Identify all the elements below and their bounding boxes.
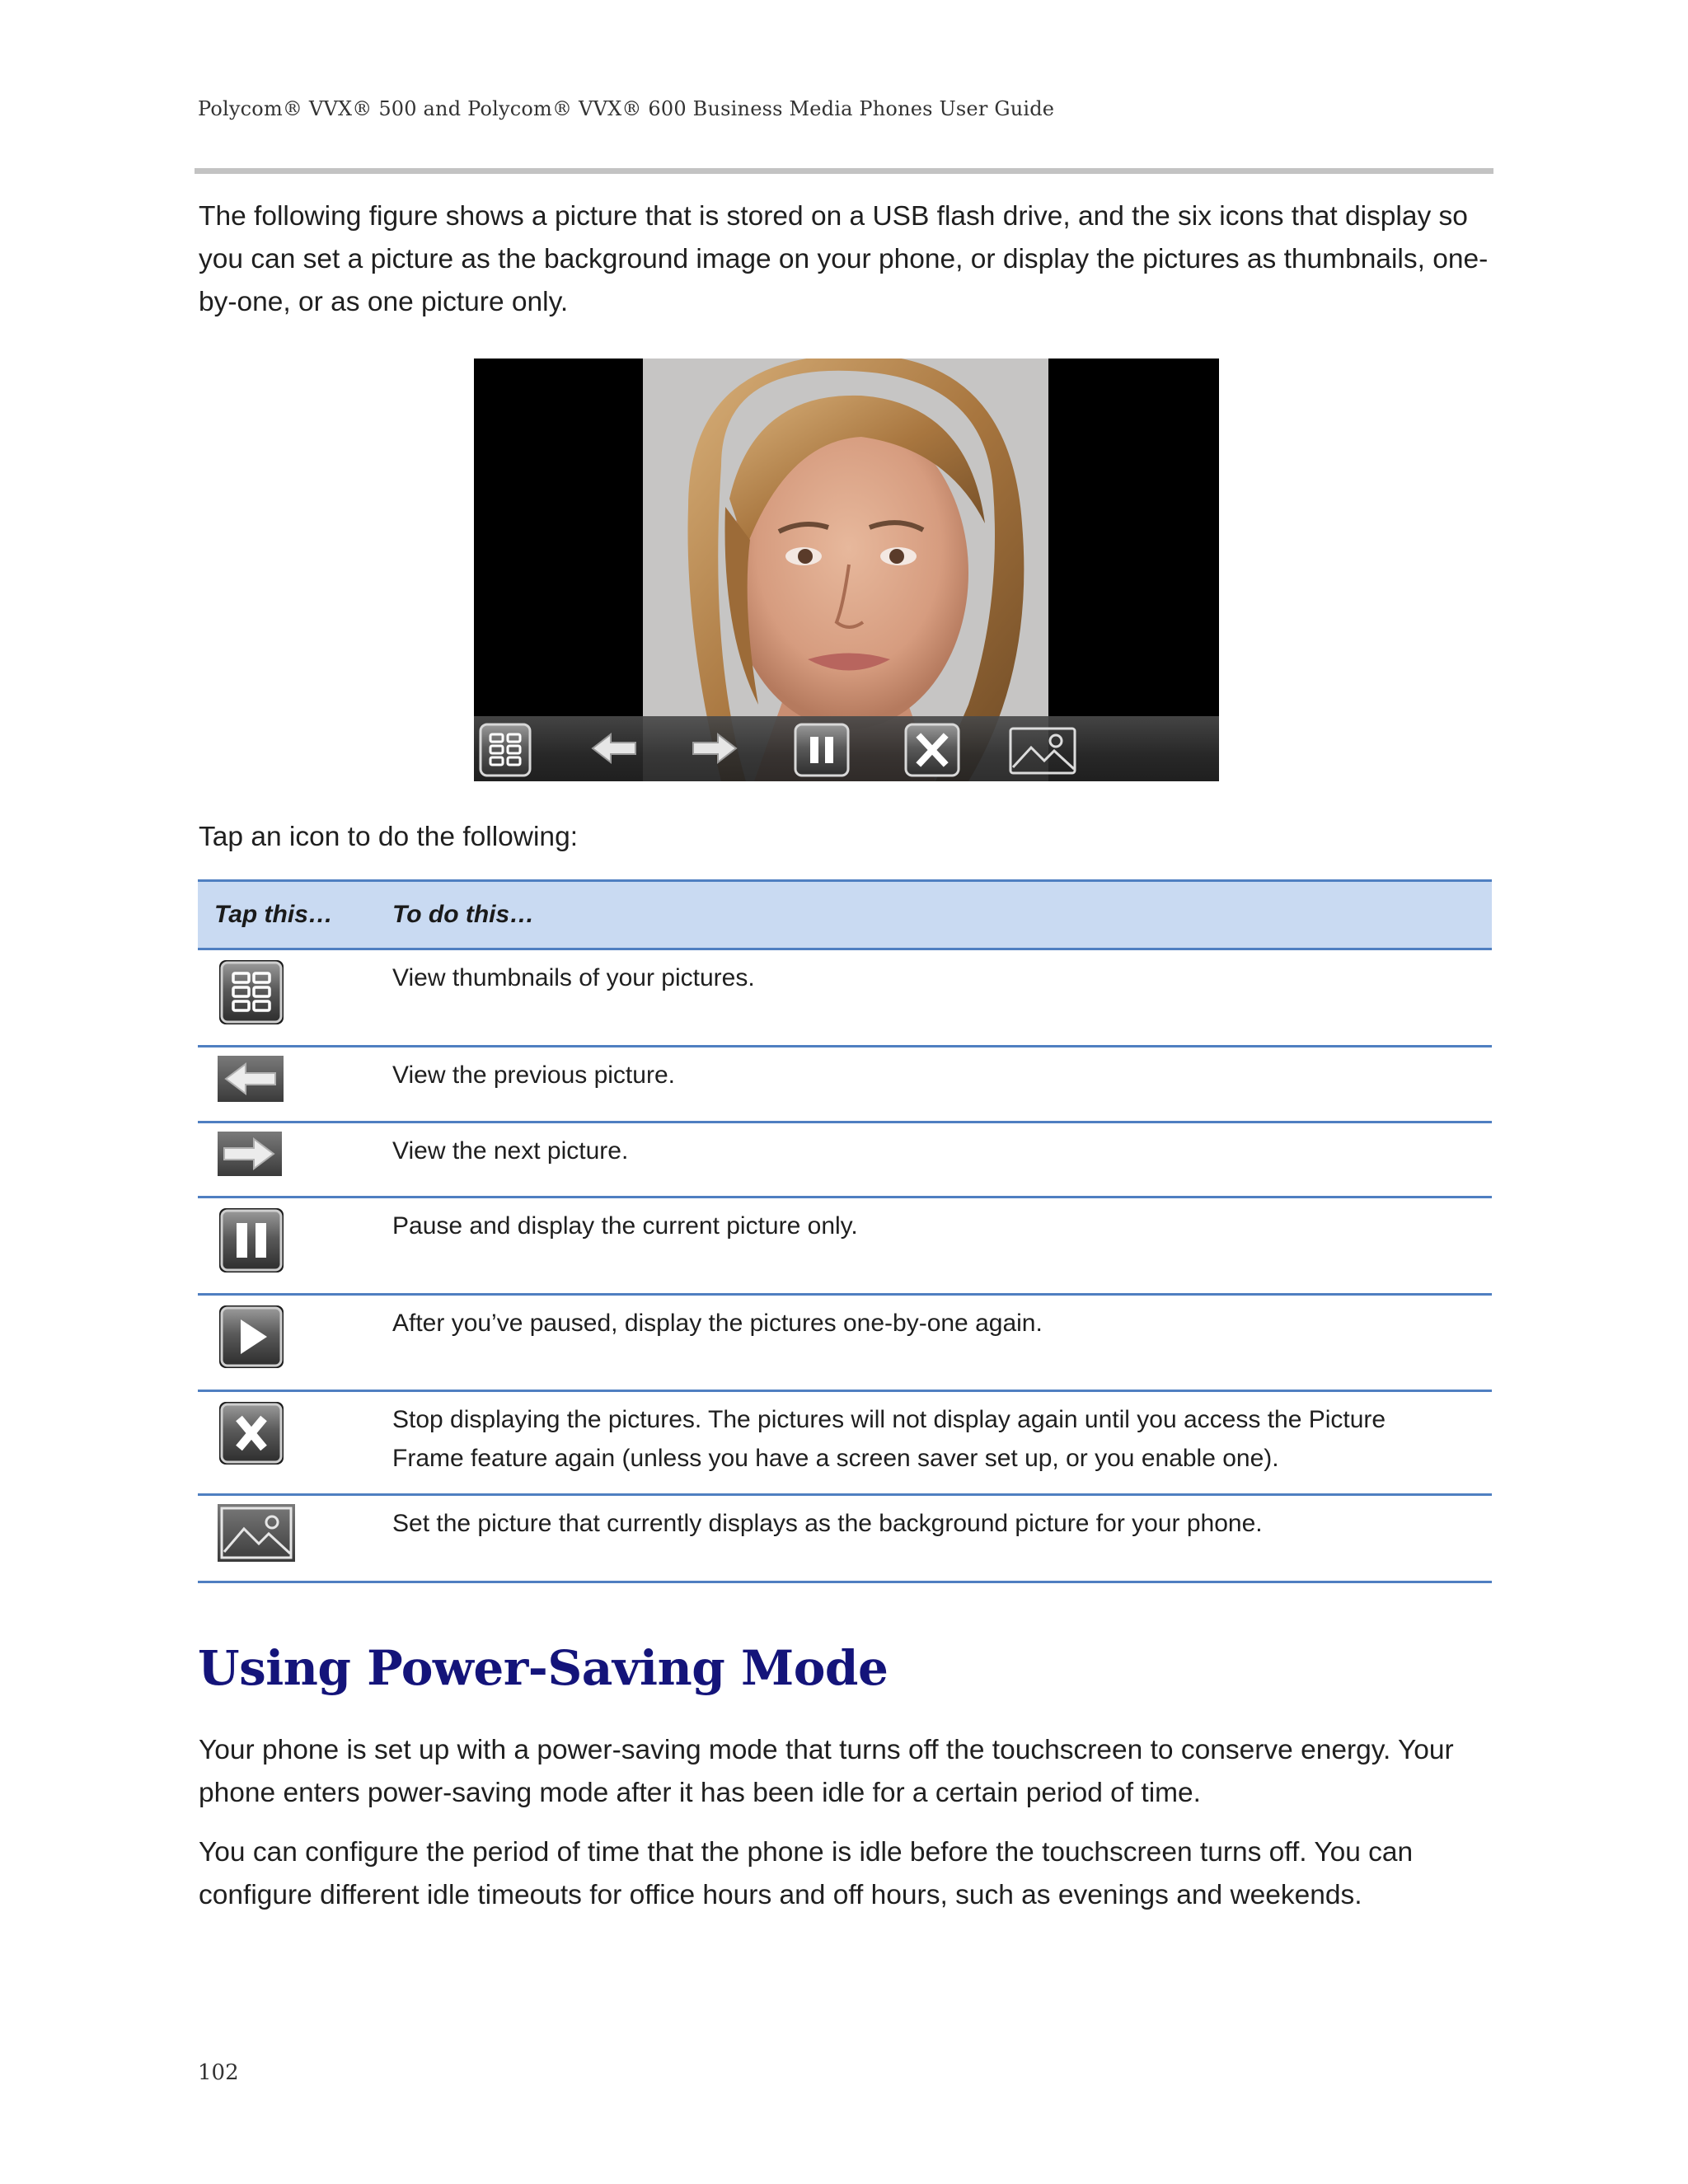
icon-cell bbox=[198, 1495, 392, 1582]
play-icon bbox=[218, 1304, 285, 1370]
thumbnails-icon bbox=[218, 958, 285, 1026]
toolbar-close-x-icon[interactable] bbox=[904, 723, 960, 777]
toolbar-background-picture-icon[interactable] bbox=[1008, 726, 1077, 776]
table-row bbox=[198, 1391, 1492, 1495]
row-description: View the previous picture. bbox=[392, 1047, 1492, 1122]
icon-cell bbox=[198, 949, 392, 1047]
table-row bbox=[198, 1495, 1492, 1582]
table-row bbox=[198, 1047, 1492, 1122]
table-row bbox=[198, 1295, 1492, 1391]
icon-cell bbox=[198, 1391, 392, 1495]
page-number: 102 bbox=[198, 2060, 239, 2085]
row-description: Set the picture that currently displays as the background picture for your phone. bbox=[392, 1495, 1492, 1582]
row-description: View the next picture. bbox=[392, 1122, 1492, 1197]
arrow-right-icon bbox=[218, 1132, 282, 1176]
column-header-todo: To do this… bbox=[392, 881, 1492, 949]
icon-cell bbox=[198, 1295, 392, 1391]
toolbar-arrow-right-icon[interactable] bbox=[690, 729, 739, 767]
row-description: Pause and display the current picture only. bbox=[392, 1197, 1492, 1295]
toolbar-arrow-left-icon[interactable] bbox=[589, 729, 639, 767]
pause-icon bbox=[218, 1207, 285, 1274]
background-picture-icon bbox=[218, 1504, 295, 1562]
icon-actions-table bbox=[198, 879, 1492, 1583]
intro-paragraph: The following figure shows a picture that is stored on a USB flash drive, and the six icons that display so you can set a picture as the background image on your phone, or display the pictures as thumbnails, one-by-one, or as one picture only. bbox=[199, 201, 1489, 317]
close-x-icon bbox=[218, 1400, 285, 1466]
row-description: After you’ve paused, display the pictures one-by-one again. bbox=[392, 1295, 1492, 1391]
table-row bbox=[198, 1122, 1492, 1197]
table-row bbox=[198, 949, 1492, 1047]
running-header: Polycom® VVX® 500 and Polycom® VVX® 600 Business Media Phones User Guide bbox=[198, 97, 1055, 120]
picture-frame-figure bbox=[474, 359, 1219, 781]
icon-cell bbox=[198, 1047, 392, 1122]
icon-cell bbox=[198, 1122, 392, 1197]
table-header-row bbox=[198, 881, 1492, 949]
icon-cell bbox=[198, 1197, 392, 1295]
row-description: View thumbnails of your pictures. bbox=[392, 949, 1492, 1047]
column-header-tap: Tap this… bbox=[198, 881, 392, 949]
toolbar-pause-icon[interactable] bbox=[794, 723, 850, 777]
section-heading: Using Power-Saving Mode bbox=[198, 1640, 889, 1696]
table-row bbox=[198, 1197, 1492, 1295]
table-lead-in: Tap an icon to do the following: bbox=[199, 822, 579, 852]
power-saving-paragraph-2: You can configure the period of time that the phone is idle before the touchscreen turns off. You can configure different idle timeouts for office hours and off hours, such as evenings and weekends. bbox=[199, 1837, 1414, 1910]
power-saving-paragraph-1: Your phone is set up with a power-saving mode that turns off the touchscreen to conserve energy. Your phone enters power-saving mode after it has been idle for a certain period of time. bbox=[199, 1735, 1454, 1808]
header-rule bbox=[195, 168, 1493, 174]
arrow-left-icon bbox=[218, 1056, 284, 1102]
row-description: Stop displaying the pictures. The pictures will not display again until you access the Picture Frame feature again (unless you have a screen saver set up, or you enable one). bbox=[392, 1391, 1492, 1495]
toolbar-thumbnails-icon[interactable] bbox=[479, 723, 532, 777]
